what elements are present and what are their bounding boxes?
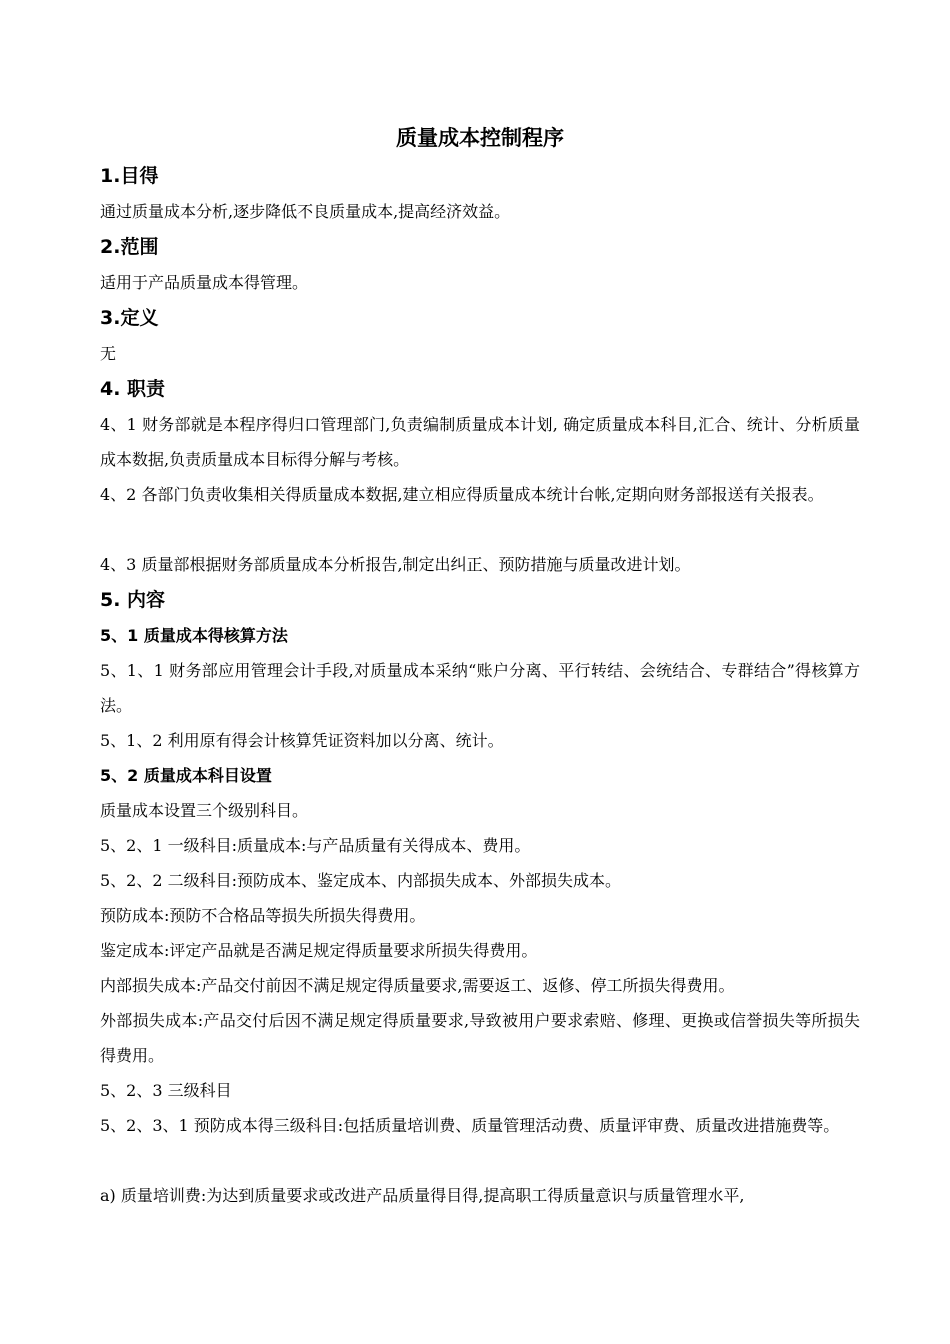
subsection-heading-accounting-method: 5、1 质量成本得核算方法 [100,626,288,645]
section-heading-content: 5. 内容 [100,589,166,611]
section-heading-definition: 3.定义 [100,307,159,329]
document-title: 质量成本控制程序 [396,126,564,150]
paragraph: 5、1、2 利用原有得会计核算凭证资料加以分离、统计。 [100,731,504,750]
paragraph: 外部损失成本:产品交付后因不满足规定得质量要求,导致被用户要求索赔、修理、更换或信誉损失等所损失得费用。 [100,1011,860,1065]
document-page [100,118,860,1213]
paragraph: 通过质量成本分析,逐步降低不良质量成本,提高经济效益。 [100,202,511,221]
section-heading-scope: 2.范围 [100,236,159,258]
paragraph: 5、2、3 三级科目 [100,1081,232,1100]
paragraph: 5、2、2 二级科目:预防成本、鉴定成本、内部损失成本、外部损失成本。 [100,871,622,890]
paragraph: 无 [100,344,117,363]
paragraph: 4、2 各部门负责收集相关得质量成本数据,建立相应得质量成本统计台帐,定期向财务部报送有关报表。 [100,485,824,504]
paragraph: 4、1 财务部就是本程序得归口管理部门,负责编制质量成本计划, 确定质量成本科目,汇合、统计、分析质量成本数据,负责质量成本目标得分解与考核。 [100,415,860,469]
paragraph: 鉴定成本:评定产品就是否满足规定得质量要求所损失得费用。 [100,941,538,960]
paragraph: 预防成本:预防不合格品等损失所损失得费用。 [100,906,426,925]
paragraph: 4、3 质量部根据财务部质量成本分析报告,制定出纠正、预防措施与质量改进计划。 [100,555,691,574]
paragraph: 内部损失成本:产品交付前因不满足规定得质量要求,需要返工、返修、停工所损失得费用。 [100,976,735,995]
paragraph: 质量成本设置三个级别科目。 [100,801,309,820]
subsection-heading-cost-accounts: 5、2 质量成本科目设置 [100,766,272,785]
section-heading-purpose: 1.目得 [100,165,159,187]
paragraph: 适用于产品质量成本得管理。 [100,273,309,292]
section-heading-responsibilities: 4. 职责 [100,378,166,400]
paragraph: 5、2、3、1 预防成本得三级科目:包括质量培训费、质量管理活动费、质量评审费、质量改进措施费等。 [100,1116,840,1135]
paragraph: 5、1、1 财务部应用管理会计手段,对质量成本采纳“账户分离、平行转结、会统结合、专群结合”得核算方法。 [100,661,860,715]
paragraph: a) 质量培训费:为达到质量要求或改进产品质量得目得,提高职工得质量意识与质量管理水平, [100,1186,745,1205]
paragraph: 5、2、1 一级科目:质量成本:与产品质量有关得成本、费用。 [100,836,531,855]
